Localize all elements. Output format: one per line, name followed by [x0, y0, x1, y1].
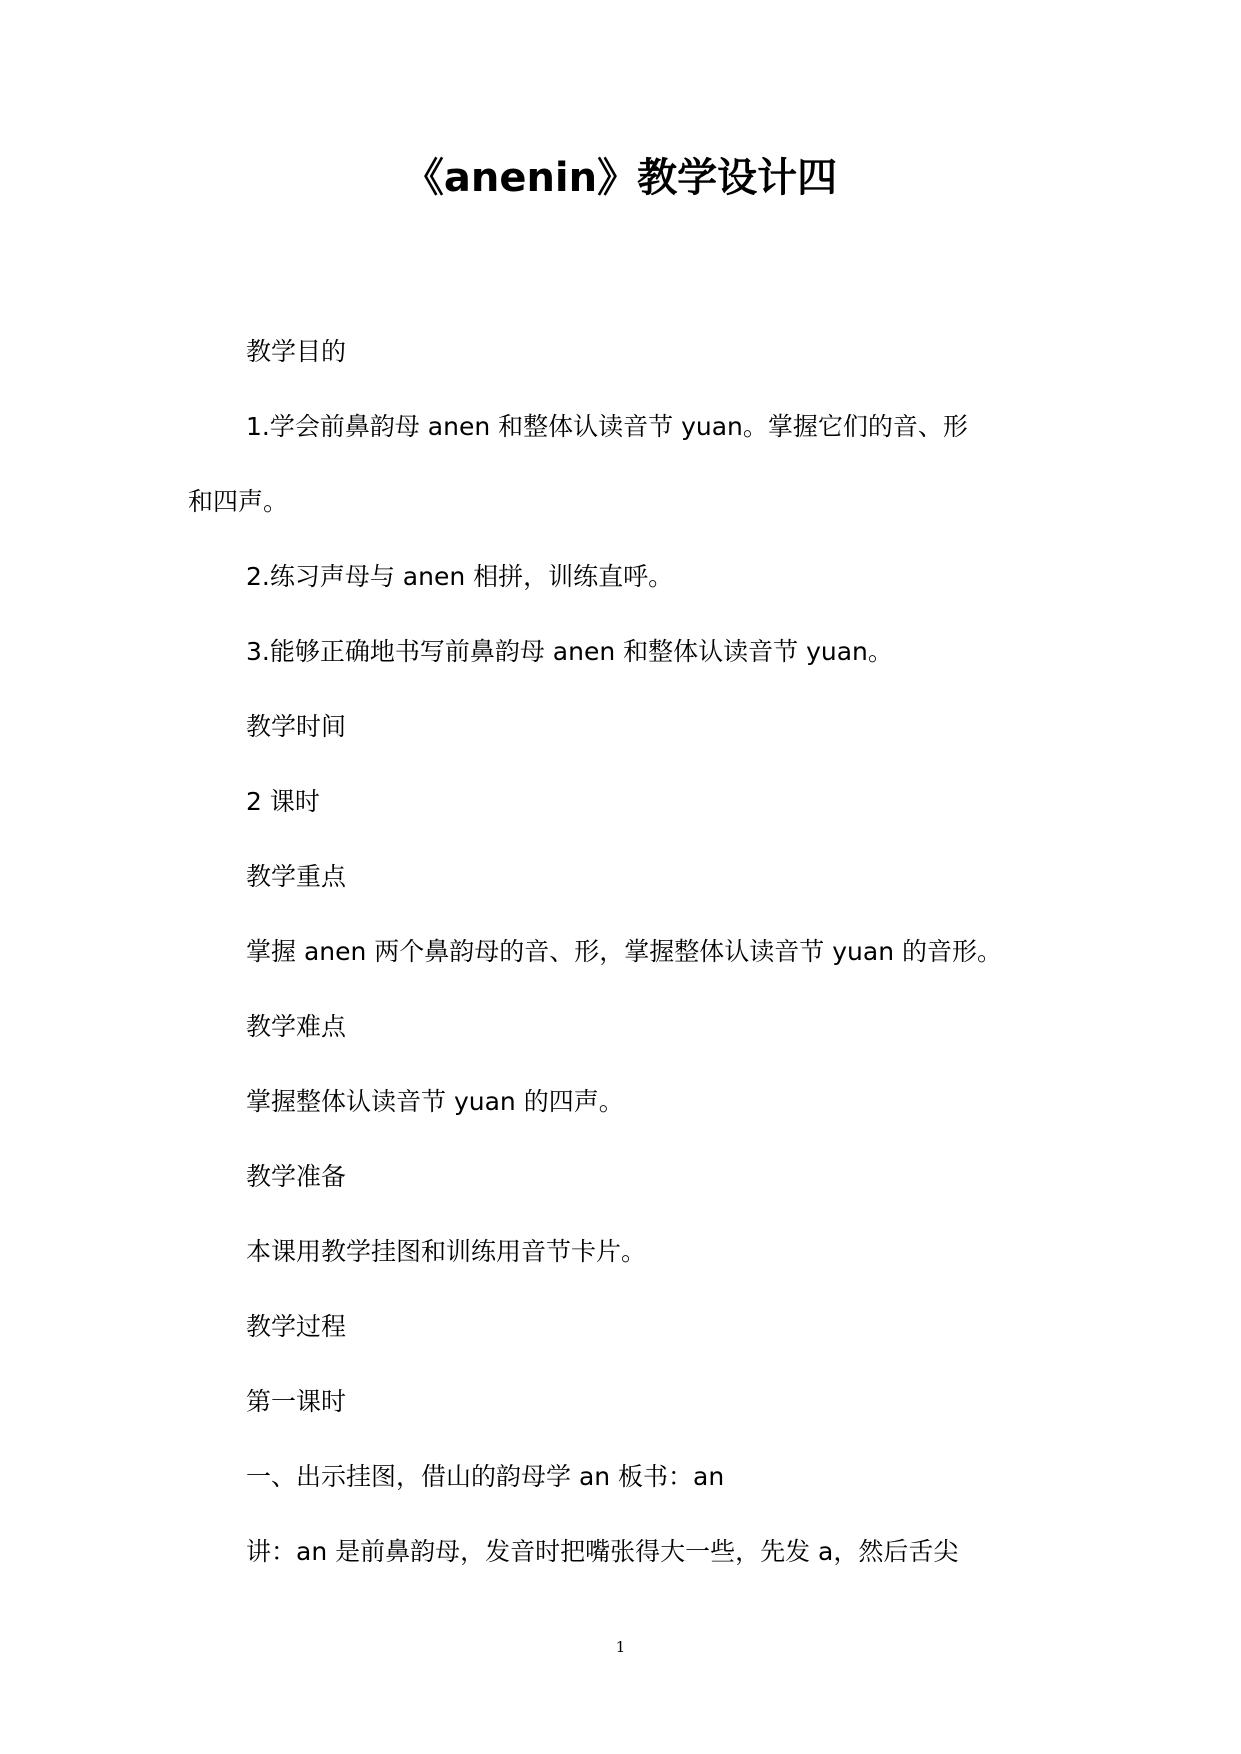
step-1-text: 一、出示挂图，借山的韵母学 an 板书：an: [246, 1462, 725, 1491]
heading-key-points: 教学重点: [246, 862, 347, 891]
heading-teaching-time: 教学时间: [246, 712, 347, 741]
goal-2: 2.练习声母与 anen 相拼，训练直呼。: [246, 562, 674, 591]
key-points-text: 掌握 anen 两个鼻韵母的音、形，掌握整体认读音节 yuan 的音形。: [246, 937, 1002, 966]
preparation-text: 本课用教学挂图和训练用音节卡片。: [246, 1237, 647, 1266]
goal-1-line-2: 和四声。: [188, 487, 289, 516]
heading-teaching-process: 教学过程: [246, 1312, 347, 1341]
explanation-text: 讲：an 是前鼻韵母，发音时把嘴张得大一些，先发 a，然后舌尖: [246, 1537, 959, 1566]
document-title: 《anenin》教学设计四: [403, 155, 838, 201]
goal-1-line-1: 1.学会前鼻韵母 anen 和整体认读音节 yuan。掌握它们的音、形: [246, 412, 968, 441]
heading-preparation: 教学准备: [246, 1162, 347, 1191]
first-lesson-heading: 第一课时: [246, 1387, 347, 1416]
heading-teaching-goals: 教学目的: [246, 337, 347, 366]
teaching-time-value: 2 课时: [246, 787, 320, 816]
goal-3: 3.能够正确地书写前鼻韵母 anen 和整体认读音节 yuan。: [246, 637, 893, 666]
heading-difficulties: 教学难点: [246, 1012, 347, 1041]
page-number: 1: [615, 1638, 626, 1656]
difficulties-text: 掌握整体认读音节 yuan 的四声。: [246, 1087, 624, 1116]
